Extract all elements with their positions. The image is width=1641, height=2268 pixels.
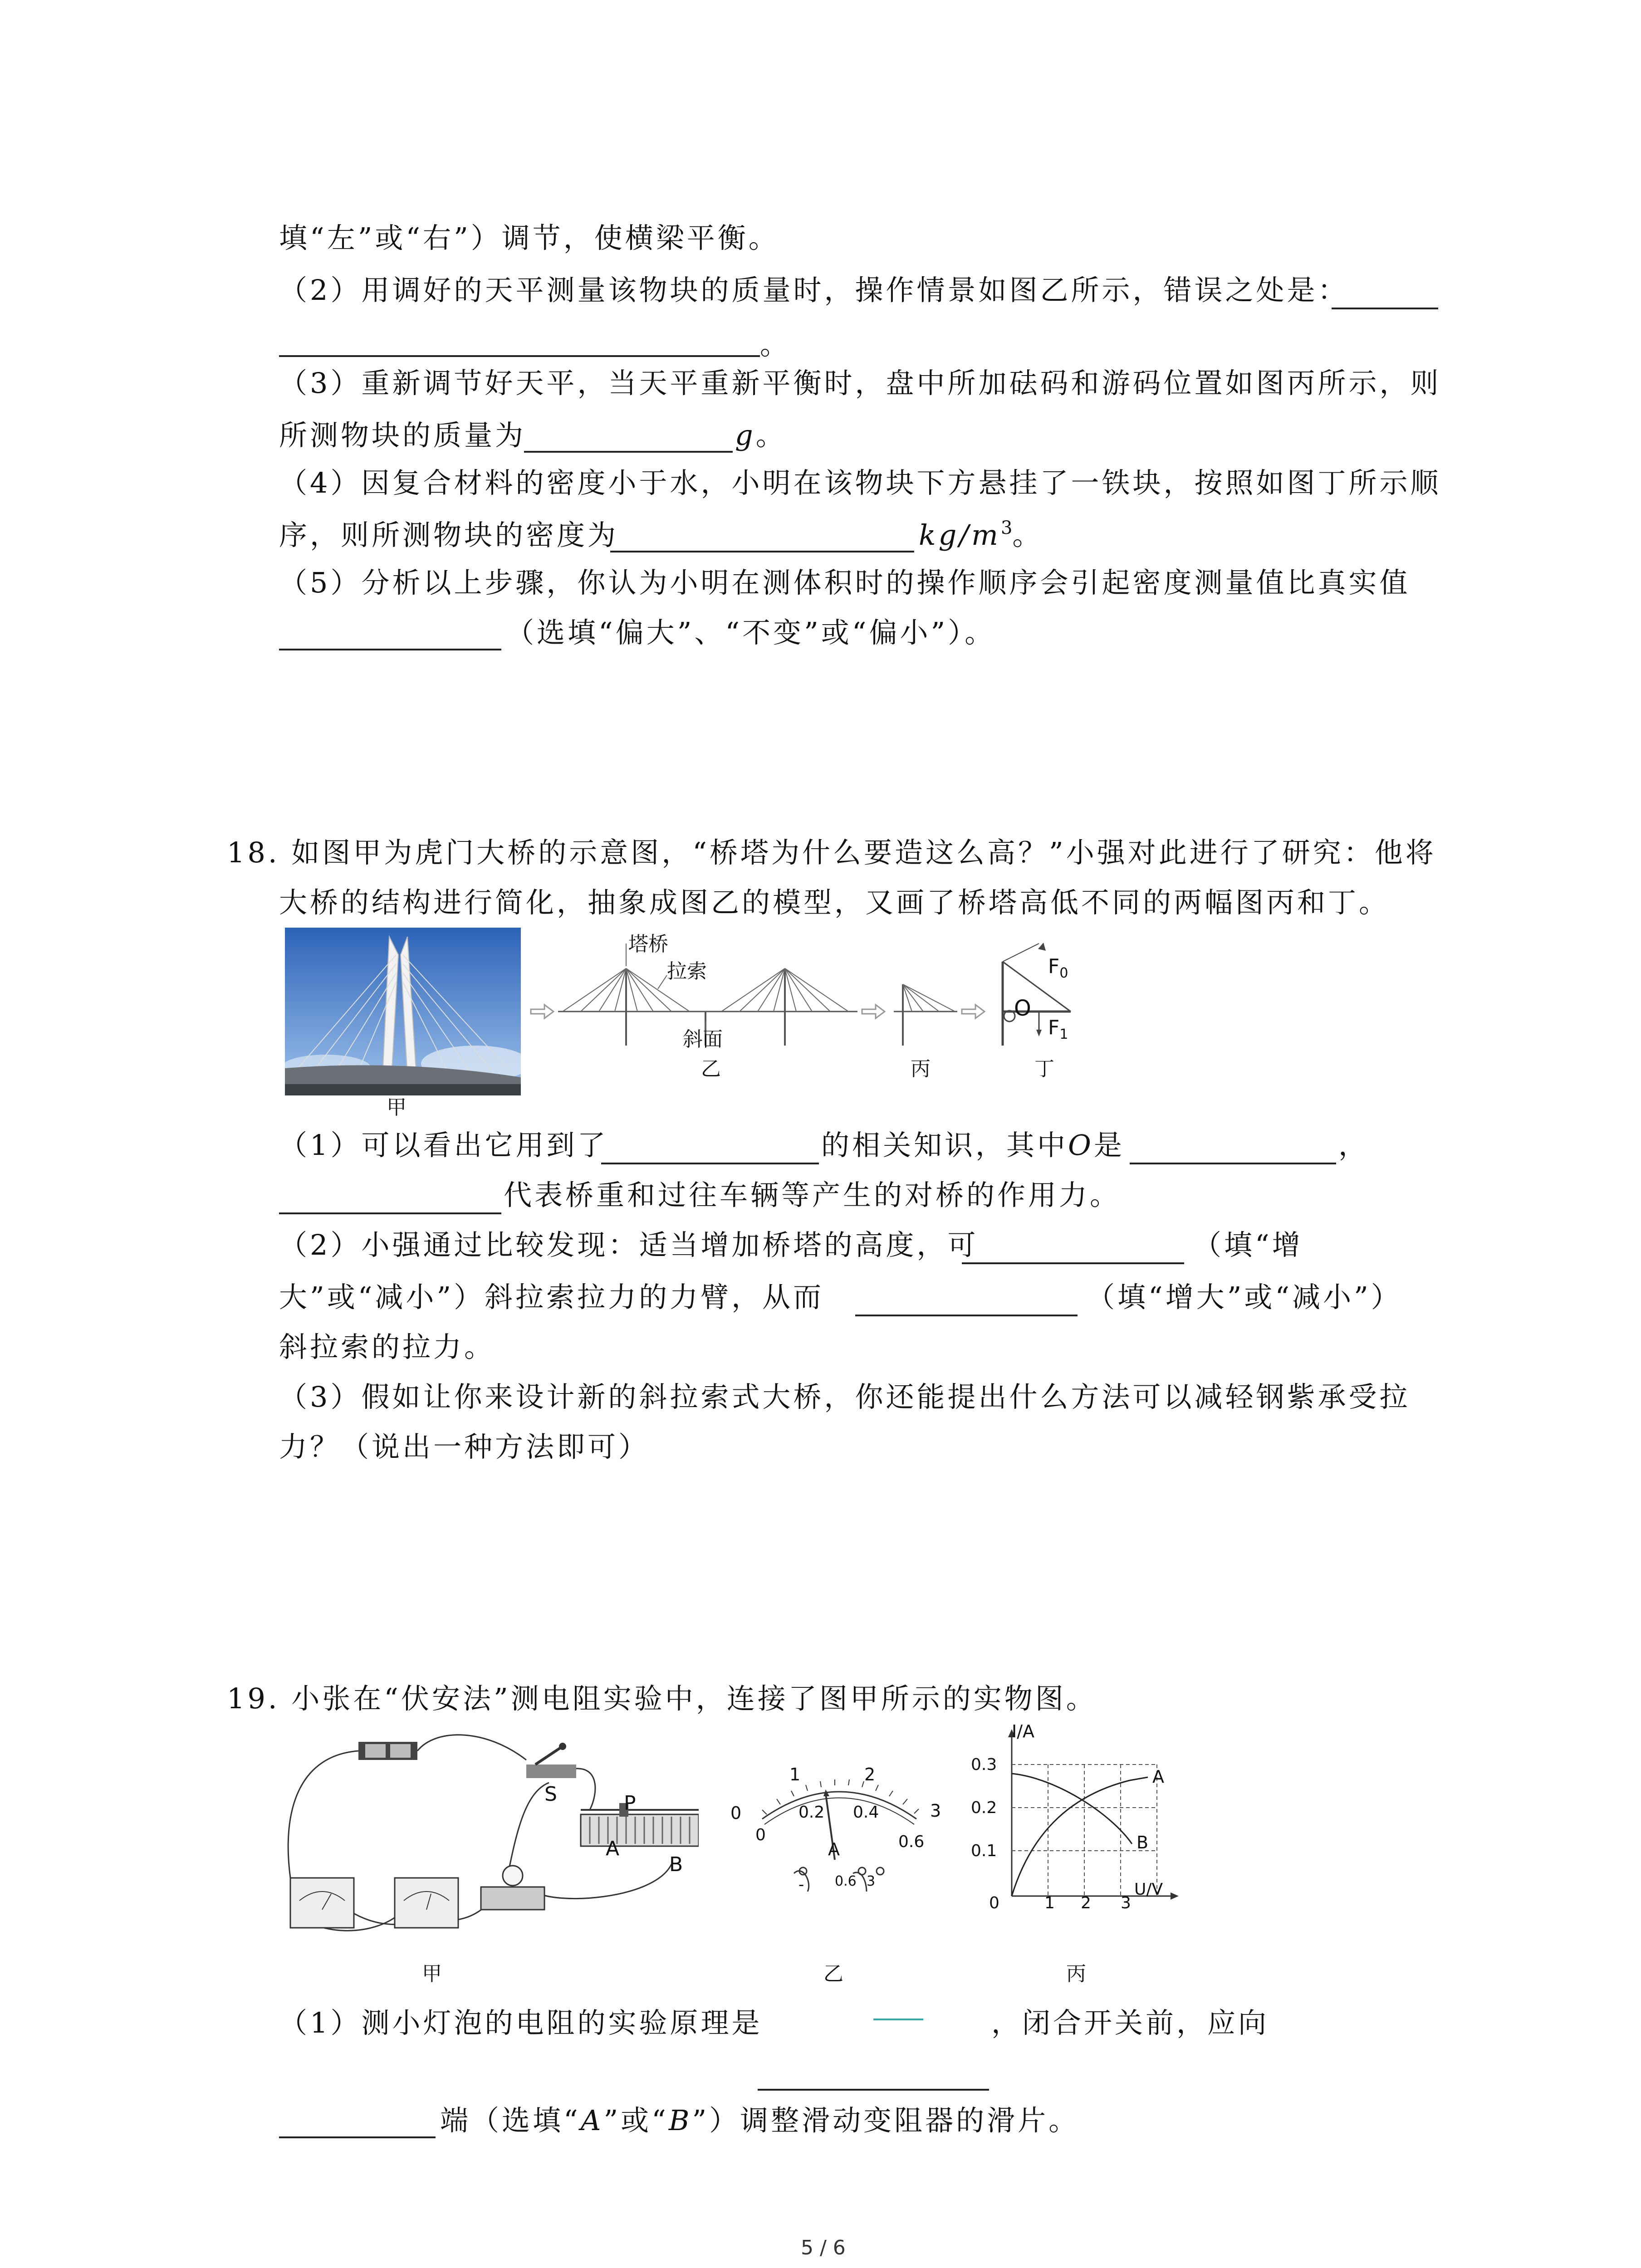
graph-ylabel: I/A — [1012, 1721, 1035, 1741]
q17-part4-text-b: 序，则所测物块的密度为 — [279, 518, 619, 552]
circuit-label-B: B — [669, 1853, 683, 1876]
q18-part3-text-b: 力？（说出一种方法即可） — [279, 1430, 650, 1463]
q19-formula-fraction-bar — [873, 2019, 923, 2020]
page-number: 5 / 6 — [801, 2236, 846, 2259]
q17-part5-blank[interactable] — [279, 649, 501, 650]
q18-part2-text-d: （填“增大”或“减小”） — [1087, 1281, 1402, 1314]
label-F1: $F_1$ — [1048, 1016, 1068, 1042]
fig-bing-caption: 丙 — [911, 1057, 931, 1080]
fig-yi-caption: 乙 — [701, 1057, 721, 1080]
q18-part1-text-b: 的相关知识，其中O是 — [821, 1129, 1125, 1162]
fig-q19-bing-caption: 丙 — [1066, 1962, 1086, 1985]
label-F0: $F_0$ — [1048, 955, 1068, 981]
graph-xlabel: U/V — [1134, 1880, 1163, 1899]
fig-q19-jia-caption: 甲 — [422, 1962, 442, 1985]
label-tower: 塔桥 — [628, 933, 668, 956]
q17-part5-text-a: （5）分析以上步骤，你认为小明在测体积时的操作顺序会引起密度测量值比真实值 — [279, 566, 1411, 599]
label-O: O — [1014, 996, 1031, 1021]
dial-top-tick-3: 3 — [930, 1801, 941, 1821]
q19-stem: 19. 小张在“伏安法”测电阻实验中，连接了图甲所示的实物图。 — [227, 1682, 1097, 1715]
q17-part2-blank-b[interactable] — [279, 355, 760, 357]
circuit-figure — [281, 1719, 699, 1937]
graph-curve-A-label: A — [1152, 1767, 1164, 1787]
circuit-label-P: P — [624, 1792, 636, 1815]
q18-part2-text-c: 大”或“减小”）斜拉索拉力的力臂，从而 — [279, 1281, 824, 1314]
q19-part1-text-a: （1）测小灯泡的电阻的实验原理是 — [279, 2006, 763, 2039]
q17-part3-text-a: （3）重新调节好天平，当天平重新平衡时，盘中所加砝码和游码位置如图丙所示，则 — [279, 367, 1441, 400]
label-slope: 斜面 — [683, 1028, 723, 1051]
circuit-label-A: A — [606, 1837, 620, 1860]
dial-top-tick-0: 0 — [730, 1803, 742, 1823]
q18-part1-text-d: 代表桥重和过往车辆等产生的对桥的作用力。 — [504, 1178, 1121, 1212]
q17-part2-text: （2）用调好的天平测量该物块的质量时，操作情景如图乙所示，错误之处是： — [279, 274, 1349, 307]
dial-top-tick-1: 1 — [789, 1765, 801, 1784]
graph-xtick-2: 2 — [1081, 1894, 1091, 1912]
dial-pointer-label: A — [828, 1839, 840, 1859]
q18-part2-text-b: （填“增 — [1193, 1228, 1303, 1261]
graph-xtick-3: 3 — [1121, 1894, 1131, 1912]
q18-part2-text-a: （2）小强通过比较发现：适当增加桥塔的高度，可 — [279, 1228, 979, 1261]
graph-xtick-1: 1 — [1044, 1894, 1055, 1912]
q18-part1-blank-b[interactable] — [1130, 1163, 1336, 1164]
dial-bottom-tick-2: 0.4 — [853, 1803, 879, 1822]
q17-part4-unit: $kg/m^3$。 — [919, 518, 1043, 552]
q19-part1-text-c: 端（选填“A”或“B”）调整滑动变阻器的滑片。 — [440, 2104, 1080, 2137]
q17-part4-blank[interactable] — [610, 551, 914, 552]
q18-part1-end: ， — [1338, 1129, 1370, 1162]
q17-part5-text-b: （选填“偏大”、“不变”或“偏小”）。 — [506, 616, 996, 649]
graph-xtick-0: 0 — [989, 1894, 999, 1912]
q19-part1-blank-a[interactable] — [758, 2089, 989, 2091]
q17-part3-text-b: 所测物块的质量为 — [279, 419, 526, 452]
fig-ding-caption: 丁 — [1034, 1057, 1054, 1080]
terminal-0.6: 0.6 — [835, 1873, 857, 1889]
q18-stem-line2: 大桥的结构进行简化，抽象成图乙的模型，又画了桥塔高低不同的两幅图丙和丁。 — [279, 886, 1390, 919]
q18-part1-blank-c[interactable] — [279, 1212, 501, 1214]
q19-part1-text-b: ，闭合开关前，应向 — [991, 2006, 1269, 2039]
q18-part2-text-e: 斜拉索的拉力。 — [279, 1330, 495, 1364]
graph-curve-B-label: B — [1136, 1833, 1149, 1853]
dial-bottom-tick-1: 0.2 — [798, 1803, 825, 1822]
q19-part1-blank-b[interactable] — [279, 2136, 436, 2138]
dial-bottom-tick-3: 0.6 — [898, 1833, 925, 1851]
graph-ytick-0.3: 0.3 — [971, 1755, 997, 1774]
q18-part3-text-a: （3）假如让你来设计新的斜拉索式大桥，你还能提出什么方法可以减轻钢紫承受拉 — [279, 1380, 1411, 1413]
q18-part1-blank-a[interactable] — [601, 1163, 819, 1164]
q17-part2-blank-a[interactable] — [1332, 308, 1438, 309]
graph-ytick-0.1: 0.1 — [971, 1842, 997, 1860]
q17-part3-unit: g。 — [735, 419, 787, 452]
q18-part1-text-a: （1）可以看出它用到了 — [279, 1129, 608, 1162]
terminal-minus: - — [798, 1876, 804, 1894]
dial-top-tick-2: 2 — [864, 1765, 876, 1784]
q17-part2-end: 。 — [760, 328, 791, 361]
q17-line0: 填“左”或“右”）调节，使横梁平衡。 — [279, 221, 779, 254]
q18-stem-line1: 18. 如图甲为虎门大桥的示意图，“桥塔为什么要造这么高？”小强对此进行了研究：他将 — [227, 836, 1436, 869]
terminal-3: 3 — [867, 1873, 876, 1889]
dial-bottom-tick-0: 0 — [755, 1826, 766, 1844]
label-cable: 拉索 — [667, 960, 707, 983]
q18-part2-blank-b[interactable] — [855, 1315, 1078, 1316]
fig-jia-caption: 甲 — [387, 1096, 407, 1119]
q17-part3-blank[interactable] — [524, 451, 733, 453]
q17-part4-text-a: （4）因复合材料的密度小于水，小明在该物块下方悬挂了一铁块，按照如图丁所示顺 — [279, 466, 1441, 499]
bridge-photo — [285, 928, 521, 1095]
q18-part2-blank-a[interactable] — [962, 1262, 1184, 1264]
fig-q19-yi-caption: 乙 — [823, 1962, 843, 1985]
graph-ytick-0.2: 0.2 — [971, 1799, 997, 1817]
circuit-label-S: S — [544, 1783, 557, 1806]
